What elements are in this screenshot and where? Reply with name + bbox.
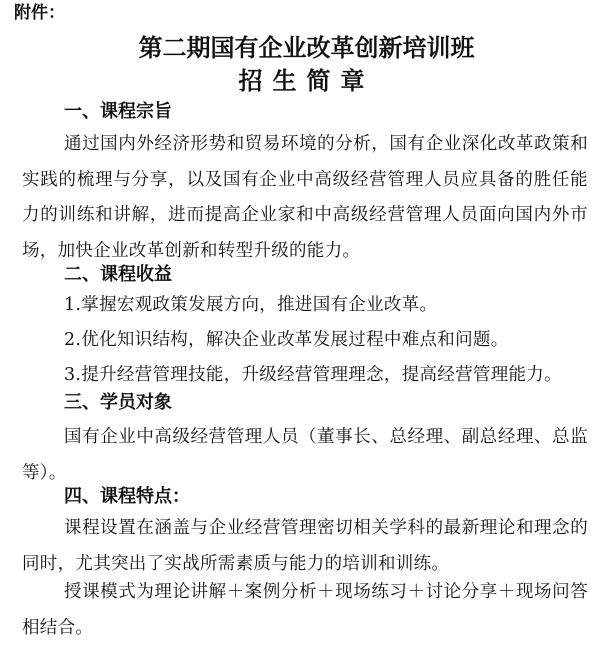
benefit-item: 1.掌握宏观政策发展方向，推进国有企业改革。 — [64, 295, 438, 315]
section-heading-features: 四、课程特点： — [64, 486, 190, 507]
benefit-item: 2.优化知识结构，解决企业改革发展过程中难点和问题。 — [64, 330, 509, 350]
audience-paragraph: 国有企业中高级经营管理人员（董事长、总经理、副总经理、总监等）。 — [22, 427, 588, 483]
purpose-paragraph: 通过国内外经济形势和贸易环境的分析，国有企业深化改革政策和实践的梳理与分享，以及国有企业中高级经营管理人员应具备的胜任能力的训练和讲解，进而提高企业家和中高级经营管理人员面向国内外市场，加快企业改革创新和转型升级的能力。 — [22, 134, 588, 261]
section-heading-benefits: 二、课程收益 — [64, 264, 172, 285]
section-heading-purpose: 一、课程宗旨 — [64, 101, 172, 122]
document-subtitle: 招生简章 — [238, 67, 375, 95]
benefit-item: 3.提升经营管理技能，升级经营管理理念，提高经营管理能力。 — [64, 365, 562, 385]
attachment-label: 附件： — [14, 3, 65, 23]
features-paragraph-1: 课程设置在涵盖与企业经营管理密切相关学科的最新理论和理念的同时，尤其突出了实战所需素质与能力的培训和训练。 — [22, 518, 588, 574]
features-paragraph-2: 授课模式为理论讲解＋案例分析＋现场练习＋讨论分享＋现场问答相结合。 — [22, 582, 588, 638]
document-title: 第二期国有企业改革创新培训班 — [138, 34, 475, 62]
section-heading-audience: 三、学员对象 — [64, 392, 172, 413]
